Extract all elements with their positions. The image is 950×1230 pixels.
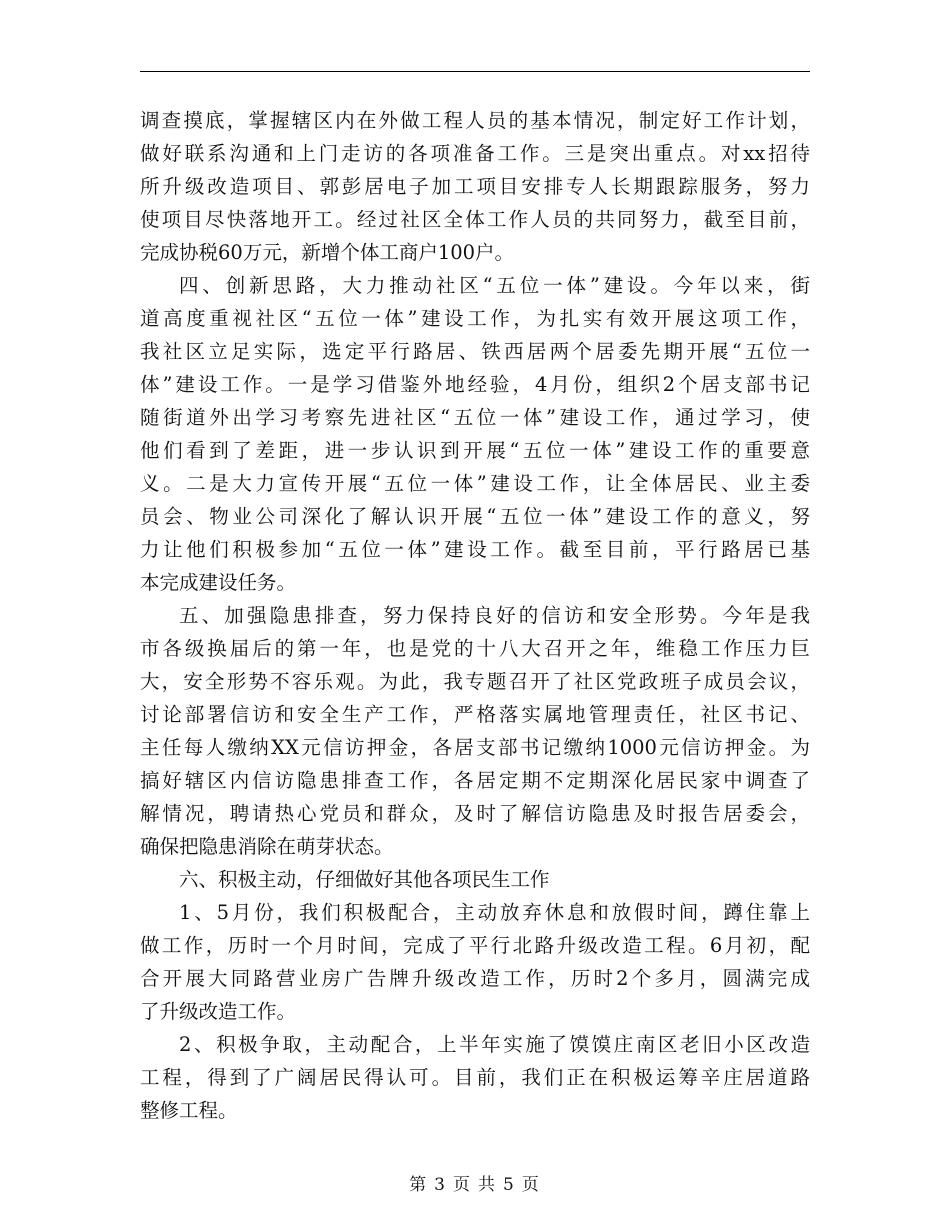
text-line: 主任每人缴纳XX元信访押金，各居支部书记缴纳1000元信访押金。为 <box>140 736 810 759</box>
text-line: 我社区立足实际，选定平行路居、铁西居两个居委先期开展“五位一 <box>140 340 810 363</box>
text-line: 合开展大同路营业房广告牌升级改造工作，历时2个多月，圆满完成 <box>140 967 810 990</box>
text-line: 完成协税60万元，新增个体工商户100户。 <box>140 241 515 264</box>
page-footer <box>0 1170 950 1195</box>
text-line: 力让他们积极参加“五位一体”建设工作。截至目前，平行路居已基 <box>140 538 810 561</box>
text-line: 大，安全形势不容乐观。为此，我专题召开了社区党政班子成员会议， <box>140 670 810 693</box>
text-line: 所升级改造项目、郭彭居电子加工项目安排专人长期跟踪服务，努力 <box>140 175 810 198</box>
text-line: 了升级改造工作。 <box>140 1000 297 1023</box>
footer-page-word: 页 <box>453 1175 472 1195</box>
text-line: 确保把隐患消除在萌芽状态。 <box>140 835 394 858</box>
text-line: 四、创新思路，大力推动社区“五位一体”建设。今年以来，街 <box>179 274 810 297</box>
text-line: 道高度重视社区“五位一体”建设工作，为扎实有效开展这项工作， <box>140 307 810 330</box>
text-line: 做好联系沟通和上门走访的各项准备工作。三是突出重点。对xx招待 <box>140 142 810 165</box>
footer-prefix: 第 <box>409 1175 429 1195</box>
header-rule <box>140 71 810 72</box>
text-line: 市各级换届后的第一年，也是党的十八大召开之年，维稳工作压力巨 <box>140 637 810 660</box>
text-line: 五、加强隐患排查，努力保持良好的信访和安全形势。今年是我 <box>179 604 810 627</box>
text-line: 体”建设工作。一是学习借鉴外地经验，4月份，组织2个居支部书记 <box>140 373 810 396</box>
text-line: 调查摸底，掌握辖区内在外做工程人员的基本情况，制定好工作计划， <box>140 109 810 132</box>
text-line: 搞好辖区内信访隐患排查工作，各居定期不定期深化居民家中调查了 <box>140 769 810 792</box>
text-line: 做工作，历时一个月时间，完成了平行北路升级改造工程。6月初，配 <box>140 934 810 957</box>
text-line: 工程，得到了广阔居民得认可。目前，我们正在积极运筹辛庄居道路 <box>140 1066 810 1089</box>
text-line: 本完成建设任务。 <box>140 571 297 594</box>
document-body <box>140 104 810 1127</box>
footer-suffix: 页 <box>521 1175 541 1195</box>
text-line: 1、5月份，我们积极配合，主动放弃休息和放假时间，蹲住靠上 <box>179 901 810 924</box>
text-line: 六、积极主动，仔细做好其他各项民生工作 <box>179 868 550 891</box>
text-line: 义。二是大力宣传开展“五位一体”建设工作，让全体居民、业主委 <box>140 472 810 495</box>
footer-total-word: 共 <box>478 1175 497 1195</box>
text-line: 2、积极争取，主动配合，上半年实施了馍馍庄南区老旧小区改造 <box>179 1033 810 1056</box>
footer-current-page: 3 <box>434 1175 447 1195</box>
text-line: 他们看到了差距，进一步认识到开展“五位一体”建设工作的重要意 <box>140 439 810 462</box>
text-line: 解情况，聘请热心党员和群众，及时了解信访隐患及时报告居委会， <box>140 802 810 825</box>
text-line: 整修工程。 <box>140 1099 238 1122</box>
text-line: 使项目尽快落地开工。经过社区全体工作人员的共同努力，截至目前， <box>140 208 810 231</box>
text-line: 员会、物业公司深化了解认识开展“五位一体”建设工作的意义，努 <box>140 505 810 528</box>
footer-total-pages: 5 <box>503 1175 516 1195</box>
text-line: 随街道外出学习考察先进社区“五位一体”建设工作，通过学习，使 <box>140 406 810 429</box>
text-line: 讨论部署信访和安全生产工作，严格落实属地管理责任，社区书记、 <box>140 703 810 726</box>
